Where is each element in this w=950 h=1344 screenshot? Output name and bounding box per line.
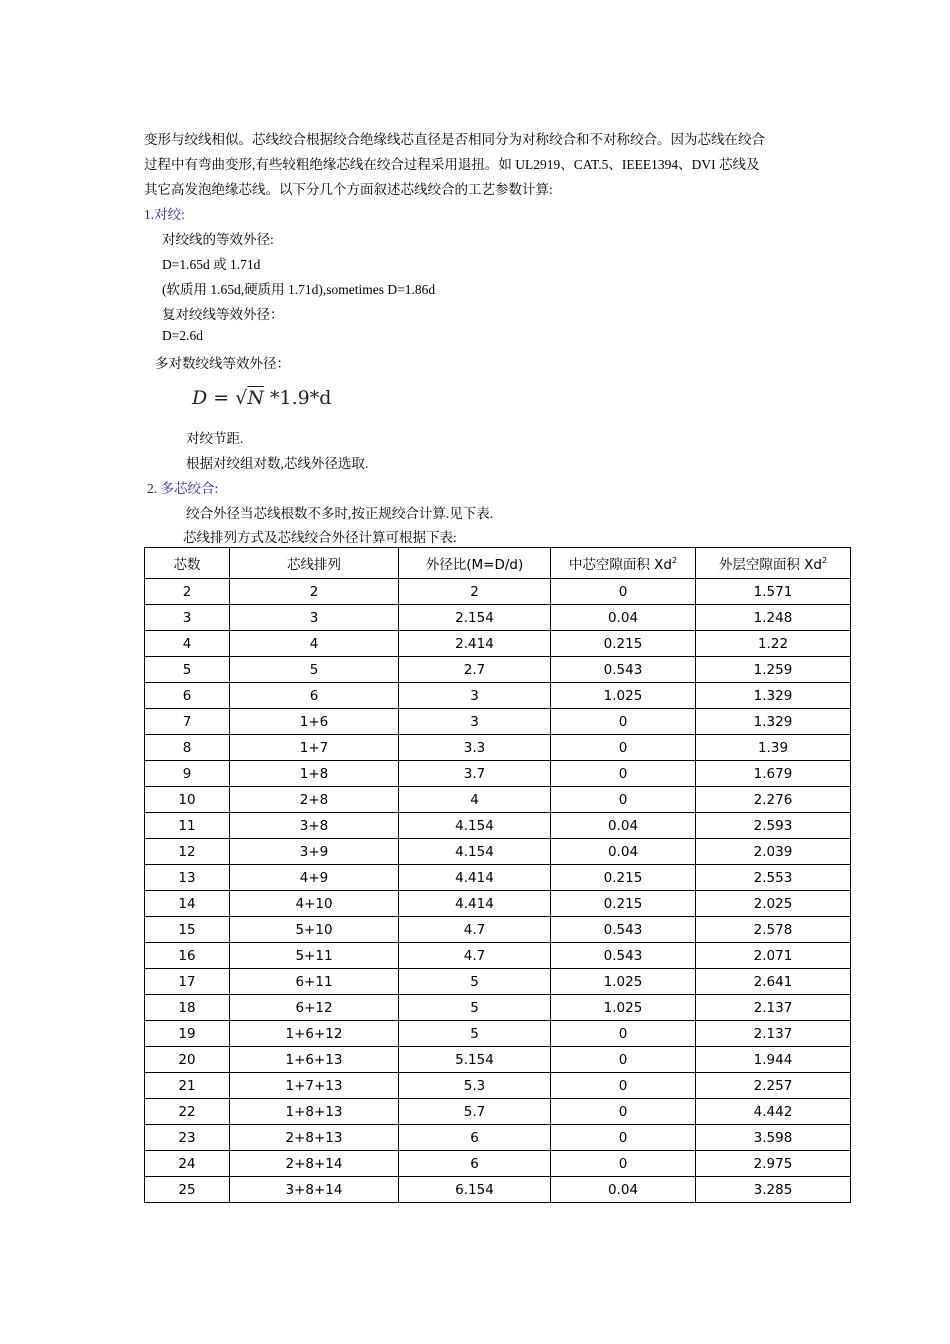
double-pair-formula: D=2.6d <box>162 328 203 343</box>
table-row <box>145 735 851 761</box>
cell-outer-gap-area: 2.137 <box>696 995 851 1021</box>
cell-outer-gap-area: 2.553 <box>696 865 851 891</box>
cell-arrangement: 1+6+13 <box>230 1047 399 1073</box>
cell-outer-gap-area: 1.944 <box>696 1047 851 1073</box>
cell-center-gap-area: 0 <box>551 1151 696 1177</box>
cell-core-count: 17 <box>145 969 230 995</box>
cell-core-count: 20 <box>145 1047 230 1073</box>
table-row <box>145 865 851 891</box>
cell-diameter-ratio: 4.414 <box>399 891 551 917</box>
cell-diameter-ratio: 6 <box>399 1151 551 1177</box>
header-outer-gap-text: 外层空隙面积 Xd <box>718 557 822 573</box>
table-row <box>145 605 851 631</box>
multi-pair-label: 多对数绞线等效外径： <box>155 356 290 371</box>
cell-core-count: 12 <box>145 839 230 865</box>
table-row <box>145 995 851 1021</box>
cell-center-gap-area: 0 <box>551 1125 696 1151</box>
cell-core-count: 7 <box>145 709 230 735</box>
cell-arrangement: 1+8+13 <box>230 1099 399 1125</box>
cell-core-count: 6 <box>145 683 230 709</box>
header-core-count: 芯数 <box>145 548 230 579</box>
cell-core-count: 11 <box>145 813 230 839</box>
cell-center-gap-area: 0.04 <box>551 1177 696 1203</box>
cell-outer-gap-area: 2.137 <box>696 1021 851 1047</box>
header-arrangement: 芯线排列 <box>230 548 399 579</box>
cell-outer-gap-area: 1.22 <box>696 631 851 657</box>
cell-arrangement: 2 <box>230 579 399 605</box>
cell-diameter-ratio: 3 <box>399 683 551 709</box>
cell-diameter-ratio: 5 <box>399 969 551 995</box>
cell-outer-gap-area: 1.39 <box>696 735 851 761</box>
cell-center-gap-area: 0 <box>551 709 696 735</box>
cell-arrangement: 4+10 <box>230 891 399 917</box>
cell-diameter-ratio: 6.154 <box>399 1177 551 1203</box>
cell-outer-gap-area: 2.593 <box>696 813 851 839</box>
table-row <box>145 1125 851 1151</box>
cell-arrangement: 6+11 <box>230 969 399 995</box>
section-2-line-2: 芯线排列方式及芯线绞合外径计算可根据下表: <box>183 530 457 545</box>
cell-arrangement: 1+7 <box>230 735 399 761</box>
cell-diameter-ratio: 4 <box>399 787 551 813</box>
pitch-note: 根据对绞组对数,芯线外径选取. <box>186 456 369 471</box>
cell-outer-gap-area: 1.571 <box>696 579 851 605</box>
table-row <box>145 1177 851 1203</box>
cell-core-count: 23 <box>145 1125 230 1151</box>
cell-diameter-ratio: 4.414 <box>399 865 551 891</box>
cell-outer-gap-area: 2.641 <box>696 969 851 995</box>
header-outer-gap-area <box>696 548 851 579</box>
radical-sign: √ <box>235 387 248 409</box>
cell-core-count: 3 <box>145 605 230 631</box>
cell-diameter-ratio: 5.3 <box>399 1073 551 1099</box>
table-row <box>145 969 851 995</box>
cell-arrangement: 2+8 <box>230 787 399 813</box>
cell-arrangement: 4 <box>230 631 399 657</box>
cell-outer-gap-area: 4.442 <box>696 1099 851 1125</box>
cell-center-gap-area: 0 <box>551 1021 696 1047</box>
pitch-label: 对绞节距. <box>186 431 244 446</box>
header-center-gap-area <box>551 548 696 579</box>
table-row <box>145 709 851 735</box>
cell-outer-gap-area: 1.329 <box>696 683 851 709</box>
table-row <box>145 761 851 787</box>
cell-arrangement: 4+9 <box>230 865 399 891</box>
cell-arrangement: 3+8+14 <box>230 1177 399 1203</box>
equiv-label: 对绞线的等效外径: <box>162 232 274 247</box>
cell-outer-gap-area: 1.248 <box>696 605 851 631</box>
cell-core-count: 8 <box>145 735 230 761</box>
cell-diameter-ratio: 4.154 <box>399 839 551 865</box>
section-2-heading: 2. 多芯绞合: <box>147 481 219 496</box>
header-diameter-ratio: 外径比(M=D/d) <box>399 548 551 579</box>
table-row <box>145 917 851 943</box>
table-row <box>145 1073 851 1099</box>
formula-n: N <box>247 387 264 409</box>
cell-diameter-ratio: 3.7 <box>399 761 551 787</box>
cell-arrangement: 5+10 <box>230 917 399 943</box>
header-center-gap-sup: 2 <box>672 556 678 565</box>
formula-rest: *1.9*d <box>263 387 332 409</box>
cell-center-gap-area: 0 <box>551 787 696 813</box>
table-header-row <box>145 548 851 579</box>
table-row <box>145 1151 851 1177</box>
cell-diameter-ratio: 2.7 <box>399 657 551 683</box>
cell-center-gap-area: 0.543 <box>551 943 696 969</box>
cell-outer-gap-area: 1.259 <box>696 657 851 683</box>
cell-diameter-ratio: 2 <box>399 579 551 605</box>
cell-center-gap-area: 0.215 <box>551 891 696 917</box>
stranding-table <box>144 547 851 1203</box>
section-2-line-1: 绞合外径当芯线根数不多时,按正规绞合计算.见下表. <box>186 506 494 521</box>
cell-center-gap-area: 0.215 <box>551 865 696 891</box>
cell-arrangement: 1+7+13 <box>230 1073 399 1099</box>
cell-outer-gap-area: 2.975 <box>696 1151 851 1177</box>
cell-outer-gap-area: 1.679 <box>696 761 851 787</box>
cell-diameter-ratio: 4.7 <box>399 943 551 969</box>
cell-core-count: 16 <box>145 943 230 969</box>
cell-arrangement: 3+9 <box>230 839 399 865</box>
cell-center-gap-area: 0 <box>551 579 696 605</box>
table-row <box>145 891 851 917</box>
cell-arrangement: 3+8 <box>230 813 399 839</box>
cell-arrangement: 1+8 <box>230 761 399 787</box>
table-row <box>145 683 851 709</box>
cell-core-count: 5 <box>145 657 230 683</box>
cell-core-count: 18 <box>145 995 230 1021</box>
cell-diameter-ratio: 5 <box>399 995 551 1021</box>
cell-core-count: 24 <box>145 1151 230 1177</box>
cell-core-count: 21 <box>145 1073 230 1099</box>
cell-center-gap-area: 0 <box>551 1047 696 1073</box>
cell-core-count: 9 <box>145 761 230 787</box>
cell-center-gap-area: 0.543 <box>551 657 696 683</box>
cell-arrangement: 1+6+12 <box>230 1021 399 1047</box>
cell-diameter-ratio: 2.154 <box>399 605 551 631</box>
cell-center-gap-area: 1.025 <box>551 683 696 709</box>
equiv-formula: D=1.65d 或 1.71d <box>162 257 261 272</box>
cell-outer-gap-area: 2.578 <box>696 917 851 943</box>
cell-diameter-ratio: 5.154 <box>399 1047 551 1073</box>
table-row <box>145 1021 851 1047</box>
cell-center-gap-area: 0 <box>551 1073 696 1099</box>
cell-core-count: 15 <box>145 917 230 943</box>
cell-outer-gap-area: 3.598 <box>696 1125 851 1151</box>
table-row <box>145 1099 851 1125</box>
section-1-heading: 1.对绞: <box>144 207 185 222</box>
cell-center-gap-area: 0.543 <box>551 917 696 943</box>
intro-line-1: 变形与绞线相似。芯线绞合根据绞合绝缘线芯直径是否相同分为对称绞合和不对称绞合。因为芯线在绞合 <box>144 132 765 147</box>
cell-center-gap-area: 0.04 <box>551 839 696 865</box>
multi-pair-formula <box>192 387 331 409</box>
cell-diameter-ratio: 3.3 <box>399 735 551 761</box>
cell-diameter-ratio: 5.7 <box>399 1099 551 1125</box>
cell-arrangement: 2+8+14 <box>230 1151 399 1177</box>
header-outer-gap-sup: 2 <box>822 556 828 565</box>
cell-outer-gap-area: 2.071 <box>696 943 851 969</box>
cell-center-gap-area: 1.025 <box>551 995 696 1021</box>
table-body <box>145 579 851 1203</box>
cell-center-gap-area: 1.025 <box>551 969 696 995</box>
cell-diameter-ratio: 5 <box>399 1021 551 1047</box>
cell-arrangement: 6 <box>230 683 399 709</box>
cell-outer-gap-area: 1.329 <box>696 709 851 735</box>
cell-outer-gap-area: 2.257 <box>696 1073 851 1099</box>
cell-center-gap-area: 0.215 <box>551 631 696 657</box>
table-row <box>145 579 851 605</box>
cell-core-count: 25 <box>145 1177 230 1203</box>
cell-center-gap-area: 0.04 <box>551 813 696 839</box>
cell-diameter-ratio: 4.7 <box>399 917 551 943</box>
table-row <box>145 813 851 839</box>
table-row <box>145 839 851 865</box>
cell-arrangement: 5 <box>230 657 399 683</box>
cell-core-count: 13 <box>145 865 230 891</box>
table-row <box>145 1047 851 1073</box>
cell-core-count: 14 <box>145 891 230 917</box>
cell-core-count: 19 <box>145 1021 230 1047</box>
table-row <box>145 657 851 683</box>
cell-center-gap-area: 0.04 <box>551 605 696 631</box>
cell-arrangement: 3 <box>230 605 399 631</box>
cell-outer-gap-area: 2.039 <box>696 839 851 865</box>
cell-outer-gap-area: 2.276 <box>696 787 851 813</box>
cell-arrangement: 1+6 <box>230 709 399 735</box>
cell-center-gap-area: 0 <box>551 761 696 787</box>
cell-core-count: 2 <box>145 579 230 605</box>
cell-center-gap-area: 0 <box>551 735 696 761</box>
cell-diameter-ratio: 6 <box>399 1125 551 1151</box>
cell-center-gap-area: 0 <box>551 1099 696 1125</box>
double-pair-label: 复对绞线等效外径： <box>162 307 284 322</box>
cell-arrangement: 2+8+13 <box>230 1125 399 1151</box>
formula-equals: = <box>207 387 236 409</box>
cell-diameter-ratio: 2.414 <box>399 631 551 657</box>
cell-arrangement: 6+12 <box>230 995 399 1021</box>
cell-diameter-ratio: 4.154 <box>399 813 551 839</box>
intro-line-3: 其它高发泡绝缘芯线。以下分几个方面叙述芯线绞合的工艺参数计算: <box>144 182 553 197</box>
table-row <box>145 631 851 657</box>
intro-line-2: 过程中有弯曲变形,有些较粗绝缘芯线在绞合过程采用退扭。如 UL2919、CAT.5、IEEE1394、DVI 芯线及 <box>144 157 760 172</box>
header-center-gap-text: 中芯空隙面积 Xd <box>568 557 672 573</box>
formula-lhs: D <box>192 387 208 409</box>
cell-diameter-ratio: 3 <box>399 709 551 735</box>
equiv-note: (软质用 1.65d,硬质用 1.71d),sometimes D=1.86d <box>162 282 436 297</box>
cell-core-count: 4 <box>145 631 230 657</box>
cell-core-count: 10 <box>145 787 230 813</box>
table-row <box>145 787 851 813</box>
cell-arrangement: 5+11 <box>230 943 399 969</box>
cell-outer-gap-area: 3.285 <box>696 1177 851 1203</box>
cell-core-count: 22 <box>145 1099 230 1125</box>
table-row <box>145 943 851 969</box>
cell-outer-gap-area: 2.025 <box>696 891 851 917</box>
